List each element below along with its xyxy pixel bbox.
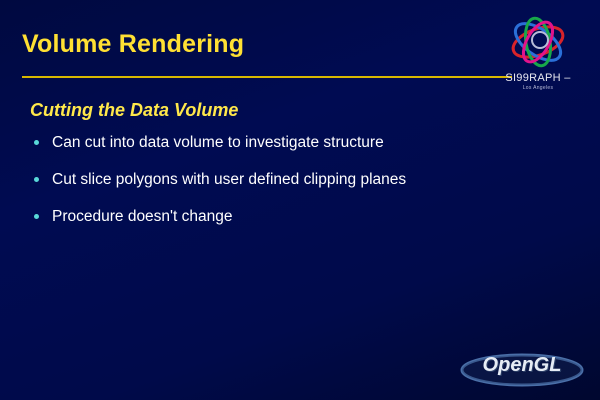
bullet-dot-icon [34, 177, 39, 182]
siggraph-location: Los Angeles [522, 85, 554, 91]
list-item-label: Cut slice polygons with user defined clipping planes [52, 171, 407, 188]
page-title: Volume Rendering [22, 30, 245, 58]
list-item [32, 207, 552, 227]
opengl-logo [458, 352, 586, 388]
list-item-label: Procedure doesn't change [52, 208, 233, 225]
bullet-list [32, 133, 552, 244]
slide-subtitle: Cutting the Data Volume [30, 100, 239, 120]
list-item [32, 133, 552, 153]
title-divider [22, 76, 512, 78]
list-item [32, 170, 552, 190]
siggraph-wordmark [488, 72, 588, 84]
siggraph-wordmark-trailing: – [564, 72, 571, 84]
list-item-label: Can cut into data volume to investigate structure [52, 134, 384, 151]
bullet-dot-icon [34, 140, 39, 145]
siggraph-logo [488, 14, 588, 100]
siggraph-rings-icon [488, 14, 588, 74]
bullet-dot-icon [34, 214, 39, 219]
opengl-wordmark: OpenGL [482, 354, 562, 376]
siggraph-wordmark-text: SI99RAPH [505, 72, 561, 84]
